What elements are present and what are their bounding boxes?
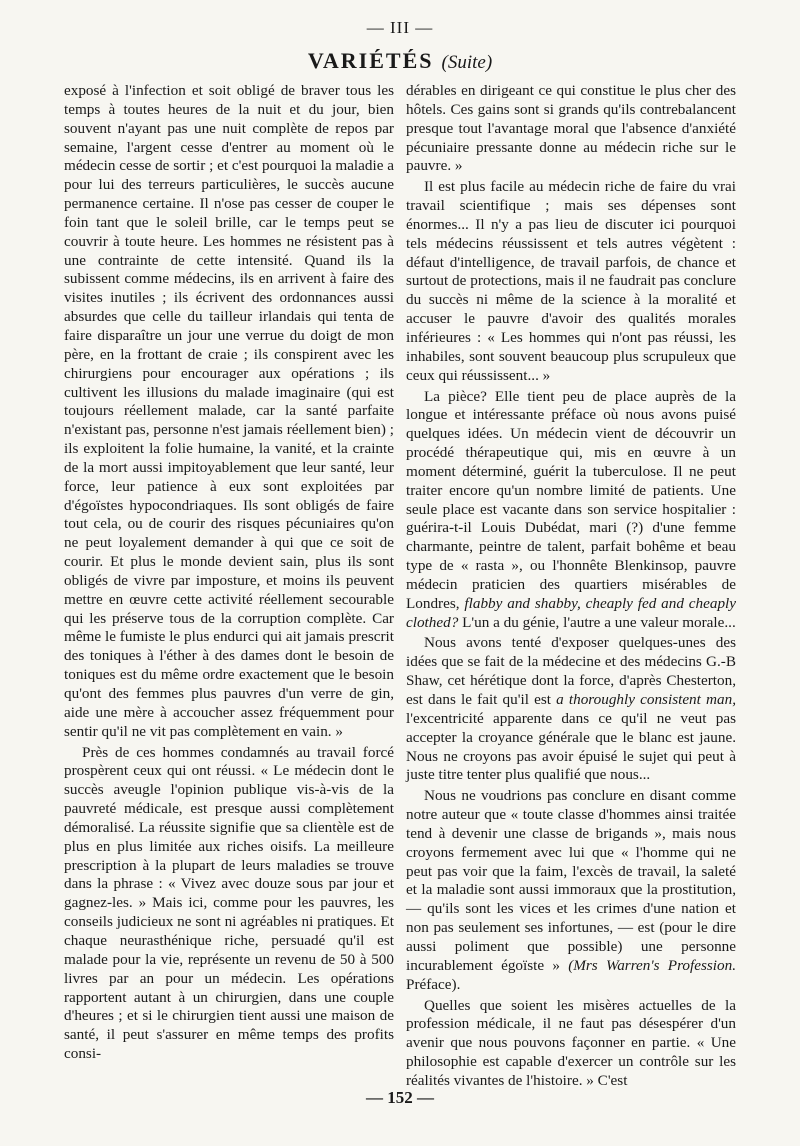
right-paragraph-5-text-b: Préface). [406, 975, 461, 993]
right-paragraph-4 [406, 634, 736, 785]
right-paragraph-5 [406, 787, 736, 994]
left-paragraph-1: exposé à l'infection et soit obligé de braver tous les temps à toutes heures de la nuit et du jour, bien souvent n'ayant pas une nuit complète de repos par semaine, l'argent cesse d'entrer au moment où le médecin cesse de sortir ; et c'est pourquoi la maladie a pour lui des terreurs particulières, le succès aucune permanence certaine. Il n'ose pas cesser de couper le foin tant que le soleil brille, car le temps peut se couvrir à toute heure. Les hommes ne résistent pas à une contrainte de cette intensité. Quand ils la subissent comme médecins, ils en arrivent à faire des visites inutiles ; ils écrivent des ordonnances aussi absurdes que celle du tailleur irlandais qui tenta de faire disparaître un jour une verrue du doigt de mon père, en la frottant de craie ; ils conspirent avec les chirurgiens pour encourager aux opérations ; ils cultivent les illusions du malade imaginaire (qui est toujours réellement malade, car la santé parfaite n'existant pas, personne n'est jamais réellement bien) ; ils exploitent la folie humaine, la vanité, et la crainte de la mort aussi impitoyablement que leur santé, leur force, leur patience à eux sont exploitées par d'égoïstes hypocondriaques. Ils sont obligés de faire tout cela, ou de courir des risques pécuniaires qu'on ne peut loyalement demander à qui que ce soit de courir. Et plus le monde devient sain, plus ils sont obligés de vivre par imposture, et moins ils peuvent mettre en œuvre cette activité réellement secourable qui les préserve tous de la corruption complète. Car même le fumiste le plus endurci qui ait jamais prescrit des toniques à l'éther à des dames dont le besoin de toniques est du même ordre exactement que le besoin qu'ont des femmes plus pauvres d'un verre de gin, aide une mère à accoucher assez fréquemment pour sentir qu'il ne vit pas complètement en vain. » [64, 82, 394, 740]
right-paragraph-6: Quelles que soient les misères actuelles de la profession médicale, il ne faut pas désespérer d'un avenir que nous pouvons façonner en partie. « Une philosophie est capable d'exercer un contrôle sur les réalités vivantes de l'histoire. » C'est [406, 996, 736, 1089]
page-number-bottom: — 152 — [366, 1088, 434, 1107]
right-paragraph-3-text-b: L'un a du génie, l'autre a une valeur morale... [462, 613, 736, 631]
right-paragraph-3 [406, 388, 736, 633]
section-header [0, 48, 800, 74]
right-paragraph-5-italic: (Mrs Warren's Profession. [568, 956, 736, 974]
section-subtitle: (Suite) [441, 52, 493, 73]
right-paragraph-2: Il est plus facile au médecin riche de faire du vrai travail scientifique ; mais ses dépenses sont énormes... Il n'y a pas lieu de discuter ici pourquoi tels médecins réussissent et tels autres végètent : défaut d'intelligence, de travail parfois, de chance et surtout de protections, mais il ne faudrait pas conclure du succès ni même de la science à la moralité et accuser le pauvre d'avoir des qualités morales inférieures : « Les hommes qui n'ont pas réussi, les inhabiles, sont souvent beaucoup plus scrupuleux que ceux qui réussissent... » [406, 178, 736, 384]
right-column [406, 82, 736, 1091]
right-paragraph-3-italic: flabby and shabby, cheaply fed and cheaply clothed? [406, 594, 736, 631]
right-paragraph-5-text-a: Nous ne voudrions pas conclure en disant comme notre auteur que « toute classe d'hommes ainsi traitée tend à devenir une classe de brigands », mais nous croyons fermement avec lui que « l'homme qui ne peut pas voir que la faim, l'excès de travail, la saleté et la maladie sont aussi immoraux que la prostitution, — qu'ils sont les vices et les crimes d'une nation et non pas seulement ses infortunes, — est (pour le dire aussi poliment que possible) une personne incurablement égoïste » [406, 787, 736, 974]
left-column [64, 82, 394, 1064]
right-paragraph-1: dérables en dirigeant ce qui constitue le plus cher des hôtels. Ces gains sont si grands qu'ils contrebalancent presque tout l'avantage moral que l'absence d'anxiété pécuniaire pressante donne au médecin riche sur le pauvre. » [406, 82, 736, 175]
right-paragraph-3-text-a: La pièce? Elle tient peu de place auprès de la longue et intéressante préface où nous avons puisé quelques idées. Un médecin vient de découvrir un procédé thérapeutique qui, mis en œuvre à un moment déterminé, guérit la tuberculose. Il ne peut traiter encore qu'un nombre limité de patients. Une seule place est vacante dans son service hospitalier : guérira-t-il Louis Dubédat, mari (?) d'une femme charmante, peintre de talent, parfait bohême et beau type de « rasta », ou l'honnête Blenkinsop, pauvre médecin praticien des quartiers misérables de Londres, [406, 387, 736, 612]
right-paragraph-4-text-a: Nous avons tenté d'exposer quelques-unes des idées que se fait de la médecine et des médecins G.-B Shaw, cet hérétique dont la force, d'après Chesterton, est dans le fait qu'il est [406, 634, 736, 708]
right-paragraph-4-text-b: l'excentricité apparente dans ce qu'il ne veut pas accepter la croyance générale que le blanc est jaune. Nous ne croyons pas avoir épuisé le sujet qui peut à juste titre tenter plus qualifié que nous... [406, 709, 736, 784]
section-title: VARIÉTÉS [307, 48, 434, 73]
left-paragraph-2: Près de ces hommes condamnés au travail forcé prospèrent ceux qui ont réussi. « Le médecin dont le succès aveugle l'opinion publique vis-à-vis de la pauvreté médicale, est presque aussi complètement démoralisé. La réussite signifie que sa clientèle est de plus en plus limitée aux riches oisifs. La meilleure prescription à la plupart de leurs maladies se trouve dans la phrase : « Vivez avec douze sous par jour et gagnez-les. » Mais ici, comme pour les pauvres, les conseils judicieux ne sont ni agréables ni pratiques. Et chaque neurasthénique riche, persuadé qu'il est malade pour la vie, représente un revenu de 50 à 500 livres par an pour un médecin. Les opérations rapportent autant à un chirurgien, dans une couple d'heures ; et si le chirurgien tient aussi une maison de santé, il peut s'assurer en même temps des profits consi- [64, 743, 394, 1063]
right-paragraph-4-italic: a thoroughly consistent man, [556, 691, 736, 708]
page-number-top: — III — [366, 18, 434, 37]
